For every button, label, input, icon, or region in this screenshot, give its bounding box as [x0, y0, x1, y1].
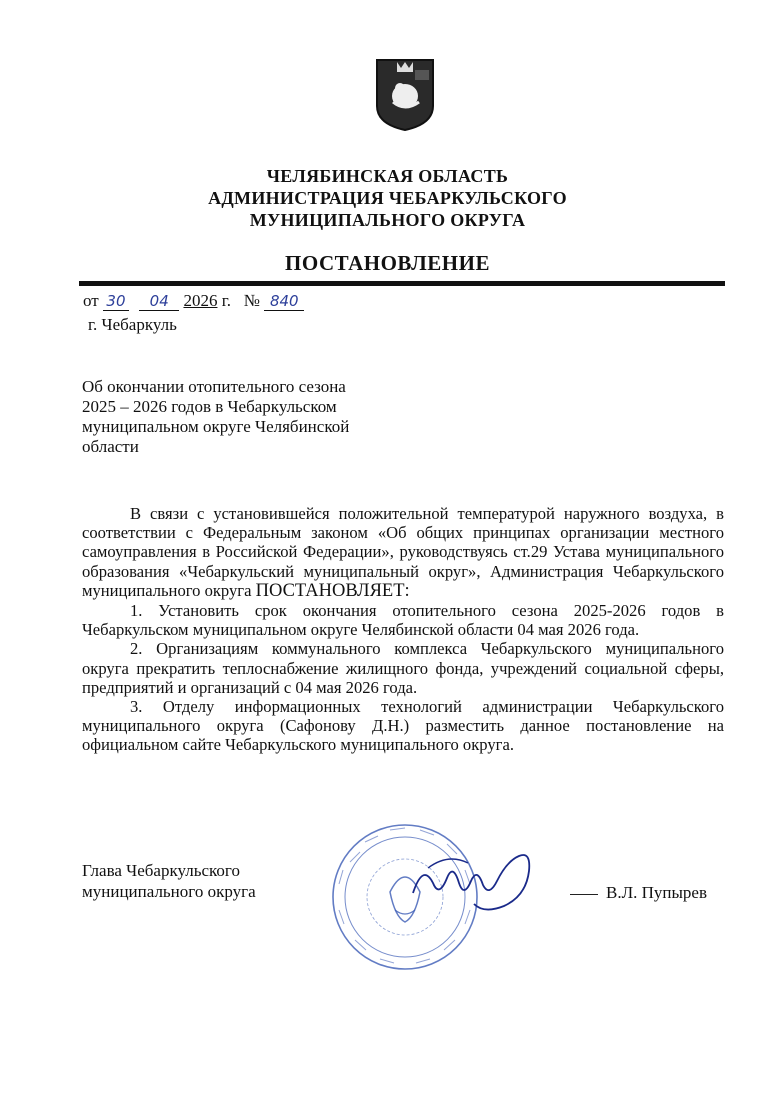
administration-name: АДМИНИСТРАЦИЯ ЧЕБАРКУЛЬСКОГО	[208, 188, 567, 208]
date-day: 30	[103, 292, 129, 311]
document-body	[82, 504, 724, 755]
body-item-2: 2. Организациям коммунального комплекса Чебаркульского муниципального округа прекратить теплоснабжение жилищного фонда, учреждений социальной сферы, предприятий и организаций с 04 мая 2026 года.	[82, 639, 724, 697]
date-month: 04	[139, 292, 179, 311]
region-name: ЧЕЛЯБИНСКАЯ ОБЛАСТЬ	[266, 166, 509, 186]
coat-of-arms-emblem	[375, 58, 435, 132]
body-item-3: 3. Отделу информационных технологий администрации Чебаркульского муниципального округа (Сафонову Д.Н.) разместить данное постановление на официальном сайте Чебаркульского муниципального округа.	[82, 697, 724, 755]
date-prefix: от	[83, 291, 99, 310]
number-label: №	[243, 291, 261, 310]
signature-dash	[570, 894, 598, 895]
document-subject: Об окончании отопительного сезона 2025 – 2026 годов в Чебаркульском муниципальном округе Челябинской области	[82, 377, 350, 456]
signatory-position-line2: муниципального округа	[82, 882, 256, 901]
handwritten-signature	[408, 838, 558, 918]
header-divider	[79, 281, 725, 286]
body-item-1: 1. Установить срок окончания отопительного сезона 2025-2026 годов в Чебаркульском муниципальном округе Челябинской области 04 мая 2026 года.	[82, 601, 724, 640]
signatory-position-line1: Глава Чебаркульского	[82, 861, 240, 880]
document-number: 840	[264, 292, 304, 311]
decree-word: ПОСТАНОВЛЯЕТ:	[255, 580, 410, 601]
date-year: 2026	[183, 291, 218, 310]
body-intro	[82, 504, 724, 601]
body-intro-text: В связи с установившейся положительной температурой наружного воздуха, в соответствии с Федеральным законом «Об общих принципах организации местного самоуправления в Российской Федерации», руководствуясь ст.29 Устава муниципального образования «Чебаркульский муниципальный округ», Администрация Чебаркульского муниципального округа	[82, 504, 724, 600]
signatory-position	[82, 860, 256, 902]
date-year-suffix: г.	[221, 291, 232, 310]
district-name: МУНИЦИПАЛЬНОГО ОКРУГА	[249, 210, 526, 230]
document-type-title: ПОСТАНОВЛЕНИЕ	[285, 251, 490, 275]
signatory-name: В.Л. Пупырев	[606, 883, 707, 902]
date-number-line	[83, 291, 304, 311]
city-name: г. Чебаркуль	[88, 315, 177, 334]
